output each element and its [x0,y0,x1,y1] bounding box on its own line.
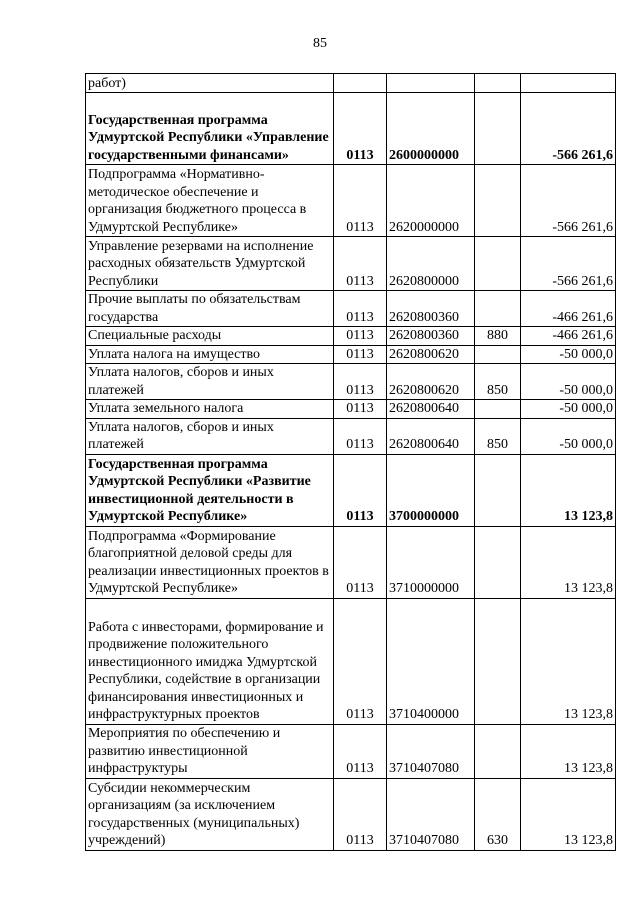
row-section-cell: 0113 [334,724,387,778]
table-row [86,291,616,327]
row-name-cell: Мероприятия по обеспечению и развитию инвестиционной инфраструктуры [86,724,334,778]
row-expense-type-cell: 850 [475,364,521,400]
row-section-cell: 0113 [334,364,387,400]
page-number: 85 [313,36,327,51]
row-target-article-cell: 3710407080 [387,778,475,850]
row-target-article-cell: 2620800640 [387,418,475,454]
row-expense-type-cell [475,724,521,778]
table-row [86,400,616,419]
table-row [86,526,616,598]
row-section-cell [334,74,387,93]
row-target-article-cell: 2620800620 [387,364,475,400]
row-section-cell: 0113 [334,327,387,346]
row-expense-type-cell: 630 [475,778,521,850]
row-expense-type-cell [475,237,521,291]
row-section-cell: 0113 [334,400,387,419]
row-target-article-cell: 2620800640 [387,400,475,419]
row-target-article-cell: 2620800620 [387,345,475,364]
row-expense-type-cell [475,526,521,598]
row-amount-cell: -466 261,6 [521,327,616,346]
row-name-cell: работ) [86,74,334,93]
row-section-cell: 0113 [334,778,387,850]
row-name-cell: Подпрограмма «Формирование благоприятной деловой среды для реализации инвестиционных проектов в Удмуртской Республике» [86,526,334,598]
row-expense-type-cell [475,93,521,165]
row-amount-cell: 13 123,8 [521,778,616,850]
row-amount-cell: -566 261,6 [521,165,616,237]
row-section-cell: 0113 [334,418,387,454]
table-row [86,327,616,346]
table-row [86,778,616,850]
row-amount-cell: -50 000,0 [521,400,616,419]
row-name-cell: Уплата налога на имущество [86,345,334,364]
row-name-cell: Специальные расходы [86,327,334,346]
row-amount-cell: 13 123,8 [521,724,616,778]
row-name-cell: Государственная программа Удмуртской Республики «Управление государственными финансами» [86,93,334,165]
row-name-cell: Уплата налогов, сборов и иных платежей [86,364,334,400]
row-expense-type-cell [475,165,521,237]
table-row [86,364,616,400]
row-expense-type-cell [475,400,521,419]
budget-table [85,73,616,851]
row-expense-type-cell [475,291,521,327]
row-amount-cell: -566 261,6 [521,93,616,165]
row-section-cell: 0113 [334,598,387,724]
row-name-cell: Субсидии некоммерческим организациям (за исключением государственных (муниципальных) учреждений) [86,778,334,850]
row-section-cell: 0113 [334,93,387,165]
row-target-article-cell: 3710400000 [387,598,475,724]
row-amount-cell: -466 261,6 [521,291,616,327]
row-amount-cell [521,74,616,93]
table-row [86,724,616,778]
row-expense-type-cell [475,74,521,93]
row-target-article-cell: 2620800000 [387,237,475,291]
row-amount-cell: -566 261,6 [521,237,616,291]
table-row [86,93,616,165]
row-expense-type-cell: 850 [475,418,521,454]
row-section-cell: 0113 [334,237,387,291]
row-target-article-cell: 3710000000 [387,526,475,598]
row-name-cell: Работа с инвесторами, формирование и продвижение положительного инвестиционного имиджа Удмуртской Республики, содействие в организации финансирования инвестиционных и инфраструктурных проектов [86,598,334,724]
row-expense-type-cell: 880 [475,327,521,346]
row-name-cell: Государственная программа Удмуртской Республики «Развитие инвестиционной деятельности в Удмуртской Республике» [86,454,334,526]
row-amount-cell: 13 123,8 [521,454,616,526]
table-row [86,345,616,364]
budget-table-body [86,74,616,851]
row-amount-cell: -50 000,0 [521,345,616,364]
row-amount-cell: -50 000,0 [521,418,616,454]
table-row [86,74,616,93]
row-section-cell: 0113 [334,165,387,237]
row-expense-type-cell [475,454,521,526]
row-amount-cell: 13 123,8 [521,526,616,598]
row-target-article-cell [387,74,475,93]
table-row [86,165,616,237]
row-name-cell: Прочие выплаты по обязательствам государства [86,291,334,327]
row-amount-cell: -50 000,0 [521,364,616,400]
row-section-cell: 0113 [334,291,387,327]
row-section-cell: 0113 [334,345,387,364]
row-target-article-cell: 2600000000 [387,93,475,165]
row-name-cell: Подпрограмма «Нормативно-методическое обеспечение и организация бюджетного процесса в Удмуртской Республике» [86,165,334,237]
row-section-cell: 0113 [334,526,387,598]
table-row [86,598,616,724]
row-target-article-cell: 2620000000 [387,165,475,237]
row-target-article-cell: 2620800360 [387,291,475,327]
row-name-cell: Уплата налогов, сборов и иных платежей [86,418,334,454]
row-section-cell: 0113 [334,454,387,526]
table-row [86,237,616,291]
row-amount-cell: 13 123,8 [521,598,616,724]
row-target-article-cell: 3710407080 [387,724,475,778]
row-name-cell: Уплата земельного налога [86,400,334,419]
row-expense-type-cell [475,345,521,364]
table-row [86,454,616,526]
row-expense-type-cell [475,598,521,724]
row-target-article-cell: 2620800360 [387,327,475,346]
row-target-article-cell: 3700000000 [387,454,475,526]
row-name-cell: Управление резервами на исполнение расходных обязательств Удмуртской Республики [86,237,334,291]
table-row [86,418,616,454]
